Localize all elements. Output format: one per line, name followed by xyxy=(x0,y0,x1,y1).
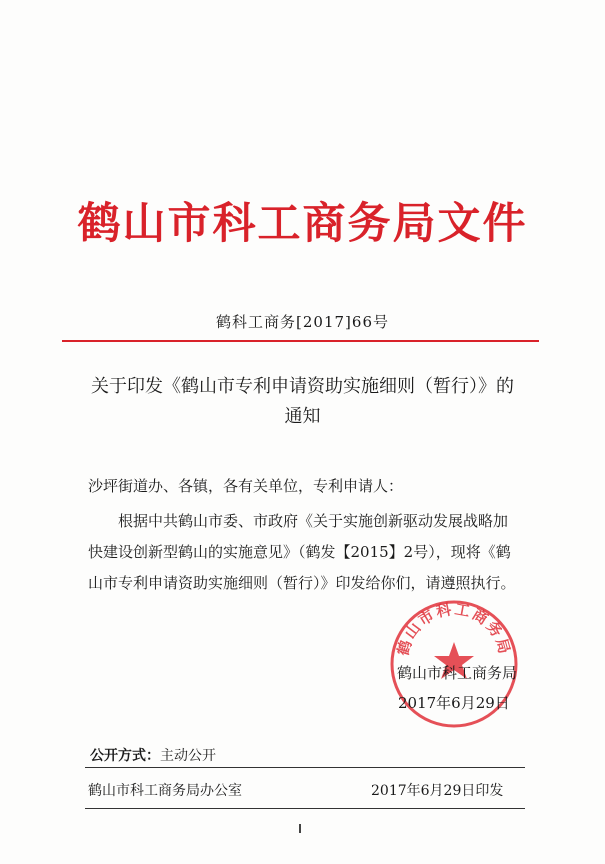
disclosure-line xyxy=(90,745,216,765)
body-line-1: 根据中共鹤山市委、市政府《关于实施创新驱动发展战略加 xyxy=(118,512,509,530)
addressee: 沙坪街道办、各镇，各有关单位，专利申请人： xyxy=(88,477,404,495)
subject-line-2: 通知 xyxy=(284,406,321,427)
sign-date: 2017年6月29日 xyxy=(398,694,510,712)
footer-rule-bottom xyxy=(85,808,525,809)
issue-date: 2017年6月29日印发 xyxy=(371,783,504,799)
red-divider xyxy=(62,340,539,342)
body-line-2: 快建设创新型鹤山的实施意见》（鹤发【2015】2号），现将《鹤 xyxy=(88,543,511,561)
page-mark xyxy=(299,824,301,833)
disclosure-label: 公开方式： xyxy=(90,748,160,764)
body-line-3: 山市专利申请资助实施细则（暂行）》印发给你们，请遵照执行。 xyxy=(88,574,516,592)
body-paragraph xyxy=(88,506,528,599)
document-header-title: 鹤山市科工商务局文件 xyxy=(77,199,528,249)
footer-rule-top xyxy=(85,767,525,768)
signer-name: 鹤山市科工商务局 xyxy=(397,664,518,682)
issuer-office: 鹤山市科工商务局办公室 xyxy=(88,783,242,799)
disclosure-value: 主动公开 xyxy=(160,748,216,764)
seal-text: 鹤山市科工商务局 xyxy=(393,600,515,658)
subject-line-1: 关于印发《鹤山市专利申请资助实施细则（暂行）》的 xyxy=(91,376,514,397)
notice-subject xyxy=(60,372,545,432)
document-number: 鹤科工商务[2017]66号 xyxy=(216,313,389,331)
